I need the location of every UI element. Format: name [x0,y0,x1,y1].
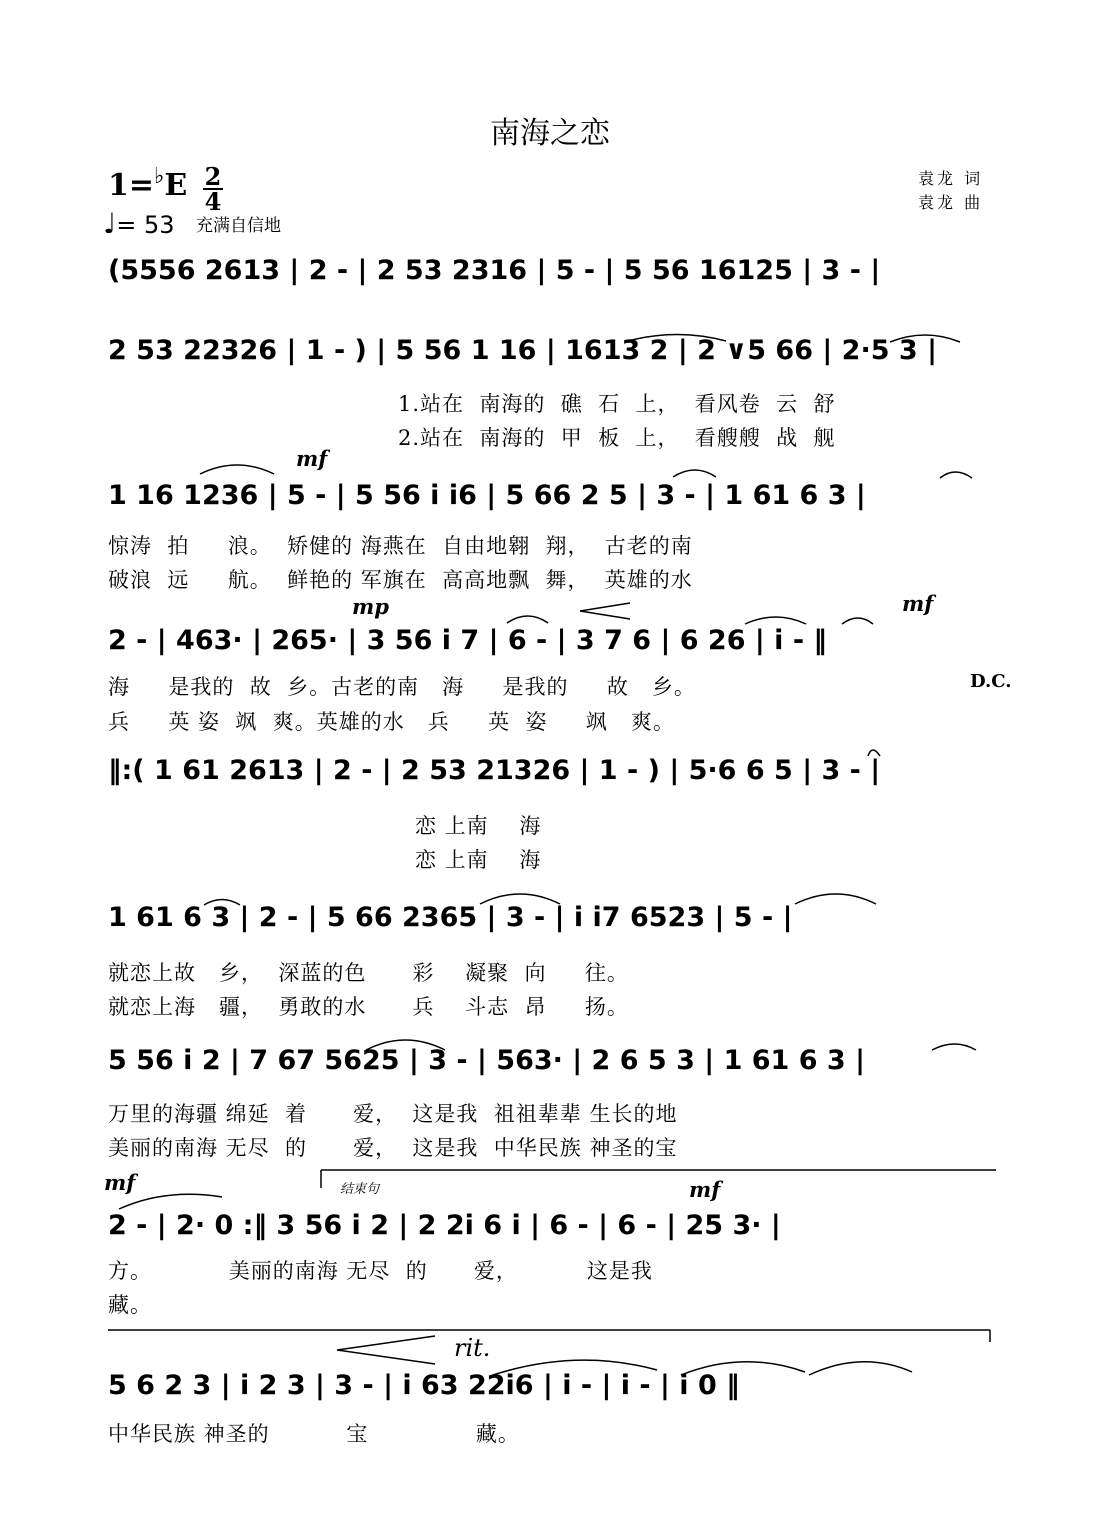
slur [795,894,876,904]
lyric-line: 海 是我的 故 乡。古老的南 海 是我的 故 乡。 [108,675,696,699]
crescendo [580,603,630,619]
crescendo [337,1336,435,1364]
lyric-line: 方。 美丽的南海 无尽 的 爱， 这是我 [108,1259,653,1283]
slur [673,470,716,477]
composer-credit: 袁龙 曲 [918,193,984,212]
slur [493,1360,657,1375]
slur [119,1194,222,1209]
music-row: ‖:( 1 61 2613 | 2 - | 2 53 21326 | 1 - ) | 5·6 6 5 | 3 - | [108,755,881,786]
tempo-value: = 53 [116,211,175,239]
music-row: 2 - | 463· | 265· | 3 56 i 7 | 6 - | 3 7 6 | 6 26 | i - ‖ [108,625,827,656]
music-row: 2 53 22326 | 1 - ) | 5 56 1 16 | 1613 2 | 2 ∨5 66 | 2·5 3 | [108,335,937,366]
lyric-line: 1.站在 南海的 礁 石 上， 看风卷 云 舒 [398,392,836,416]
slur [200,465,274,474]
tie [628,335,726,342]
lyric-line: 美丽的南海 无尽 的 爱， 这是我 中华民族 神圣的宝 [108,1136,678,1160]
dynamic-mf: mf [689,1177,721,1202]
music-row: (5556 2613 | 2 - | 2 53 2316 | 5 - | 5 56 16125 | 3 - | [108,255,881,286]
slur [204,900,240,906]
slur [868,750,880,756]
lyricist-credit: 袁龙 词 [918,169,984,188]
lyric-line: 兵 英 姿 飒 爽。英雄的水 兵 英 姿 飒 爽。 [108,710,675,734]
flat-sign: ♭ [154,163,165,189]
music-row: 1 61 6 3 | 2 - | 5 66 2365 | 3 - | i i7 6523 | 5 - | [108,902,793,933]
dynamic-mf: mf [104,1170,136,1195]
slur [366,1040,445,1050]
time-signature-top: 2 [204,162,222,191]
slur [932,1044,976,1050]
music-row: 5 6 2 3 | i 2 3 | 3 - | i 63 22i6 | i - | i - | i 0 ‖ [108,1370,740,1401]
music-row: 1 16 1236 | 5 - | 5 56 i i6 | 5 66 2 5 | 3 - | 1 61 6 3 | [108,480,866,511]
music-row: 5 56 i 2 | 7 67 5625 | 3 - | 563· | 2 6 5 3 | 1 61 6 3 | [108,1045,865,1076]
lyric-line: 2.站在 南海的 甲 板 上， 看艘艘 战 舰 [398,426,836,450]
lyric-line: 藏。 [108,1293,152,1317]
lyric-line: 破浪 远 航。 鲜艳的 军旗在 高高地飘 舞， 英雄的水 [108,568,693,592]
quarter-note-icon: ♩ [103,207,117,240]
rit-marking: rit. [454,1334,491,1362]
slur [507,616,548,623]
lyric-line: 中华民族 神圣的 宝 藏。 [108,1422,520,1446]
lyric-line: 惊涛 拍 浪。 矫健的 海燕在 自由地翱 翔， 古老的南 [108,534,693,558]
slur [480,894,560,904]
slur [681,1362,805,1375]
key-prefix: 1= [108,168,155,203]
lyric-line: 就恋上故 乡， 深蓝的色 彩 凝聚 向 往。 [108,961,629,985]
lyric-line: 就恋上海 疆， 勇敢的水 兵 斗志 昂 扬。 [108,995,629,1019]
slur [842,618,873,624]
slur [809,1362,912,1375]
ending-label: 结束句 [340,1182,380,1197]
dc-marking: D.C. [970,671,1012,692]
slur [745,617,806,624]
expression-text: 充满自信地 [196,216,281,236]
dynamic-mp: mp [352,594,389,619]
lyric-line: 恋 上南 海 [108,848,542,872]
music-row: 2 - | 2· 0 :‖ 3 56 i 2 | 2 2i 6 i | 6 - | 6 - | 25 3· | [108,1210,781,1241]
slur [940,472,972,478]
key-note: E [164,168,188,203]
lyric-line: 万里的海疆 绵延 着 爱， 这是我 祖祖辈辈 生长的地 [108,1102,678,1126]
time-signature-bottom: 4 [204,187,222,216]
dynamic-mf: mf [902,591,934,616]
lyric-line: 恋 上南 海 [108,814,542,838]
dynamic-mf: mf [296,446,328,471]
page-title: 南海之恋 [490,116,610,151]
tie [890,335,960,342]
